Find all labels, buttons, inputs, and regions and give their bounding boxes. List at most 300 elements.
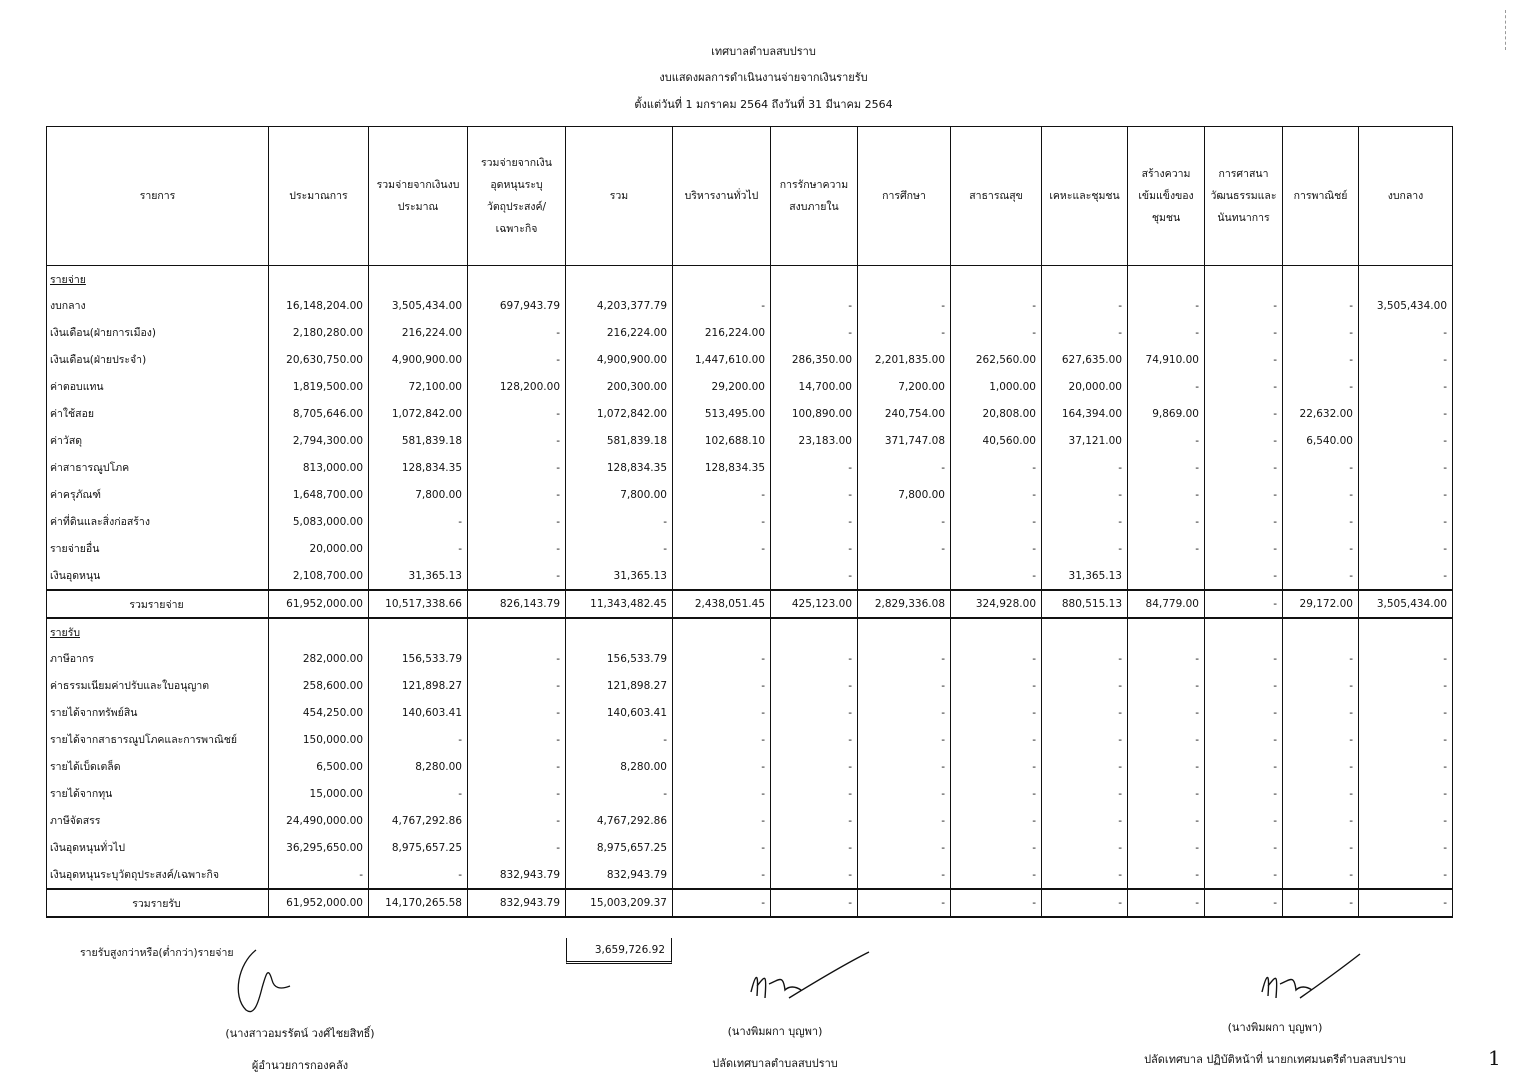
value-cell: 9,869.00 [1128, 400, 1205, 427]
value-cell: - [1359, 535, 1453, 562]
value-cell: - [1128, 481, 1205, 508]
value-cell: - [951, 562, 1042, 590]
value-cell: - [951, 454, 1042, 481]
value-cell: - [951, 672, 1042, 699]
income-total-row [47, 889, 1453, 917]
value-cell: - [673, 780, 771, 807]
value-cell: - [1283, 535, 1359, 562]
value-cell: 240,754.00 [858, 400, 951, 427]
value-cell: - [1042, 834, 1128, 861]
value-cell: 627,635.00 [1042, 346, 1128, 373]
value-cell: 36,295,650.00 [269, 834, 369, 861]
value-cell: - [468, 699, 566, 726]
empty-cell [858, 266, 951, 293]
col-header-total: รวม [566, 127, 673, 266]
row-label: รายได้จากสาธารณูปโภคและการพาณิชย์ [47, 726, 269, 753]
value-cell [673, 562, 771, 590]
value-cell: - [1283, 292, 1359, 319]
row-label: ค่าสาธารณูปโภค [47, 454, 269, 481]
value-cell: 15,000.00 [269, 780, 369, 807]
value-cell: 29,200.00 [673, 373, 771, 400]
empty-cell [1042, 618, 1128, 645]
value-cell: - [468, 319, 566, 346]
value-cell: - [1359, 753, 1453, 780]
value-cell: - [1128, 535, 1205, 562]
value-cell: - [771, 807, 858, 834]
income-row [47, 807, 1453, 834]
value-cell: 581,839.18 [369, 427, 468, 454]
value-cell: 140,603.41 [369, 699, 468, 726]
value-cell: 128,834.35 [673, 454, 771, 481]
value-cell: - [468, 535, 566, 562]
value-cell: 1,648,700.00 [269, 481, 369, 508]
value-cell: - [468, 672, 566, 699]
signer-name: (นางพิมผกา บุญพา) [727, 1025, 823, 1038]
value-cell: 61,952,000.00 [269, 889, 369, 917]
expense-row [47, 292, 1453, 319]
value-cell: - [1128, 427, 1205, 454]
value-cell: 2,108,700.00 [269, 562, 369, 590]
row-label: รายได้จากทุน [47, 780, 269, 807]
empty-cell [771, 618, 858, 645]
col-header-housing: เคหะและชุมชน [1042, 127, 1128, 266]
value-cell: - [566, 726, 673, 753]
value-cell: 4,900,900.00 [566, 346, 673, 373]
value-cell: 2,201,835.00 [858, 346, 951, 373]
value-cell: 216,224.00 [566, 319, 673, 346]
value-cell: - [1283, 672, 1359, 699]
value-cell: - [771, 562, 858, 590]
value-cell: 121,898.27 [369, 672, 468, 699]
row-label: งบกลาง [47, 292, 269, 319]
value-cell: - [951, 889, 1042, 917]
value-cell: - [858, 645, 951, 672]
empty-cell [566, 266, 673, 293]
row-label: รายจ่ายอื่น [47, 535, 269, 562]
value-cell: - [858, 319, 951, 346]
value-cell: - [1205, 427, 1283, 454]
empty-cell [951, 266, 1042, 293]
value-cell: 7,800.00 [858, 481, 951, 508]
empty-cell [1283, 266, 1359, 293]
value-cell: - [1283, 699, 1359, 726]
value-cell: - [951, 726, 1042, 753]
value-cell: - [951, 645, 1042, 672]
col-header-estimate: ประมาณการ [269, 127, 369, 266]
value-cell: 11,343,482.45 [566, 590, 673, 618]
value-cell: - [1205, 562, 1283, 590]
value-cell: 156,533.79 [566, 645, 673, 672]
expense-row [47, 508, 1453, 535]
empty-cell [1205, 266, 1283, 293]
value-cell: - [1359, 508, 1453, 535]
value-cell: - [951, 834, 1042, 861]
value-cell: 216,224.00 [369, 319, 468, 346]
col-header-public-order: การรักษาความสงบภายใน [771, 127, 858, 266]
value-cell: 282,000.00 [269, 645, 369, 672]
value-cell: - [673, 726, 771, 753]
value-cell: 2,829,336.08 [858, 590, 951, 618]
empty-cell [566, 618, 673, 645]
value-cell: 10,517,338.66 [369, 590, 468, 618]
value-cell: - [673, 834, 771, 861]
value-cell: - [468, 400, 566, 427]
value-cell: 128,200.00 [468, 373, 566, 400]
value-cell: 813,000.00 [269, 454, 369, 481]
value-cell: 128,834.35 [566, 454, 673, 481]
value-cell: - [1128, 780, 1205, 807]
row-label: เงินอุดหนุนระบุวัตถุประสงค์/เฉพาะกิจ [47, 861, 269, 889]
value-cell: - [1042, 319, 1128, 346]
value-cell: 3,505,434.00 [369, 292, 468, 319]
value-cell: 8,280.00 [566, 753, 673, 780]
value-cell: 697,943.79 [468, 292, 566, 319]
value-cell: 4,900,900.00 [369, 346, 468, 373]
value-cell: - [1205, 535, 1283, 562]
signature-block-finance [160, 1024, 440, 1074]
row-label: ค่าธรรมเนียมค่าปรับและใบอนุญาต [47, 672, 269, 699]
value-cell: - [1205, 373, 1283, 400]
income-row [47, 834, 1453, 861]
section-title: รายจ่าย [47, 266, 269, 293]
col-header-education: การศึกษา [858, 127, 951, 266]
value-cell: - [1283, 346, 1359, 373]
signer-position: ผู้อำนวยการกองคลัง [251, 1059, 349, 1072]
value-cell: 164,394.00 [1042, 400, 1128, 427]
value-cell: - [1042, 508, 1128, 535]
value-cell: - [1042, 889, 1128, 917]
value-cell: - [858, 807, 951, 834]
value-cell: - [858, 834, 951, 861]
empty-cell [468, 618, 566, 645]
value-cell: - [951, 481, 1042, 508]
value-cell: - [1359, 481, 1453, 508]
value-cell: - [468, 807, 566, 834]
empty-cell [369, 266, 468, 293]
value-cell: - [369, 535, 468, 562]
value-cell: 200,300.00 [566, 373, 673, 400]
income-row [47, 672, 1453, 699]
value-cell: - [771, 319, 858, 346]
signature-block-clerk [650, 1022, 900, 1072]
expense-row [47, 481, 1453, 508]
value-cell: - [858, 889, 951, 917]
row-label: เงินอุดหนุนทั่วไป [47, 834, 269, 861]
value-cell: 74,910.00 [1128, 346, 1205, 373]
value-cell: 1,072,842.00 [566, 400, 673, 427]
empty-cell [1359, 266, 1453, 293]
value-cell: - [1359, 672, 1453, 699]
value-cell: - [858, 726, 951, 753]
signature-block-mayor [1110, 1018, 1440, 1068]
value-cell [858, 562, 951, 590]
value-cell: - [468, 834, 566, 861]
col-header-budget-spend: รวมจ่ายจากเงินงบประมาณ [369, 127, 468, 266]
value-cell: - [468, 346, 566, 373]
value-cell: - [673, 861, 771, 889]
value-cell: 7,800.00 [566, 481, 673, 508]
value-cell: - [1359, 861, 1453, 889]
value-cell: - [468, 726, 566, 753]
value-cell: 16,148,204.00 [269, 292, 369, 319]
value-cell: - [771, 699, 858, 726]
signature-3-scribble [1256, 946, 1366, 1008]
value-cell: 1,000.00 [951, 373, 1042, 400]
value-cell: - [1205, 861, 1283, 889]
value-cell: - [1128, 508, 1205, 535]
value-cell: - [468, 645, 566, 672]
empty-cell [369, 618, 468, 645]
value-cell: - [1359, 780, 1453, 807]
value-cell: - [1359, 726, 1453, 753]
value-cell: - [468, 780, 566, 807]
value-cell: - [1283, 373, 1359, 400]
empty-cell [1205, 618, 1283, 645]
value-cell: - [1205, 699, 1283, 726]
value-cell: - [1205, 346, 1283, 373]
value-cell: 286,350.00 [771, 346, 858, 373]
value-cell: - [673, 292, 771, 319]
value-cell: - [858, 292, 951, 319]
section-row [47, 266, 1453, 293]
row-label: ค่าตอบแทน [47, 373, 269, 400]
value-cell: - [566, 508, 673, 535]
expense-row [47, 319, 1453, 346]
value-cell: 24,490,000.00 [269, 807, 369, 834]
value-cell: - [1128, 672, 1205, 699]
value-cell: - [1283, 753, 1359, 780]
value-cell: - [269, 861, 369, 889]
value-cell: - [468, 427, 566, 454]
value-cell: 150,000.00 [269, 726, 369, 753]
row-label: ค่าที่ดินและสิ่งก่อสร้าง [47, 508, 269, 535]
value-cell: - [1205, 319, 1283, 346]
report-title: งบแสดงผลการดำเนินงานจ่ายจากเงินรายรับ [659, 71, 868, 84]
value-cell: 3,505,434.00 [1359, 292, 1453, 319]
value-cell: 826,143.79 [468, 590, 566, 618]
value-cell: 4,767,292.86 [566, 807, 673, 834]
col-header-religion-culture: การศาสนาวัฒนธรรมและนันทนาการ [1205, 127, 1283, 266]
value-cell: - [1205, 292, 1283, 319]
row-label: ภาษีจัดสรร [47, 807, 269, 834]
report-period: ตั้งแต่วันที่ 1 มกราคม 2564 ถึงวันที่ 31 มีนาคม 2564 [634, 98, 893, 111]
value-cell: - [1283, 807, 1359, 834]
expense-total-row [47, 590, 1453, 618]
value-cell: - [1128, 834, 1205, 861]
value-cell: 880,515.13 [1042, 590, 1128, 618]
value-cell: 61,952,000.00 [269, 590, 369, 618]
value-cell: - [951, 508, 1042, 535]
value-cell: - [1359, 699, 1453, 726]
value-cell: - [1283, 645, 1359, 672]
value-cell: 513,495.00 [673, 400, 771, 427]
value-cell: - [771, 672, 858, 699]
value-cell: 4,203,377.79 [566, 292, 673, 319]
value-cell: - [369, 861, 468, 889]
value-cell: - [1283, 481, 1359, 508]
value-cell: 37,121.00 [1042, 427, 1128, 454]
value-cell: - [1042, 645, 1128, 672]
col-header-public-health: สาธารณสุข [951, 127, 1042, 266]
value-cell: - [673, 645, 771, 672]
value-cell: - [951, 780, 1042, 807]
value-cell: - [1283, 726, 1359, 753]
value-cell: - [951, 292, 1042, 319]
empty-cell [1042, 266, 1128, 293]
value-cell: 832,943.79 [566, 861, 673, 889]
value-cell: 425,123.00 [771, 590, 858, 618]
value-cell: 20,808.00 [951, 400, 1042, 427]
signer-name: (นางสาวอมรรัตน์ วงศ์ไชยสิทธิ์) [225, 1027, 375, 1040]
value-cell: - [771, 780, 858, 807]
empty-cell [1359, 618, 1453, 645]
empty-cell [468, 266, 566, 293]
value-cell: 20,000.00 [1042, 373, 1128, 400]
value-cell: 8,705,646.00 [269, 400, 369, 427]
value-cell: 2,794,300.00 [269, 427, 369, 454]
value-cell: - [1205, 645, 1283, 672]
signature-2-scribble [745, 946, 875, 1010]
value-cell: - [1205, 834, 1283, 861]
value-cell: 1,447,610.00 [673, 346, 771, 373]
difference-value: 3,659,726.92 [566, 938, 672, 964]
value-cell: 324,928.00 [951, 590, 1042, 618]
value-cell: - [468, 562, 566, 590]
signer-name: (นางพิมผกา บุญพา) [1227, 1021, 1323, 1034]
value-cell: - [858, 861, 951, 889]
value-cell: 29,172.00 [1283, 590, 1359, 618]
value-cell: - [1205, 753, 1283, 780]
value-cell: - [771, 454, 858, 481]
value-cell: - [1359, 346, 1453, 373]
income-row [47, 753, 1453, 780]
value-cell: - [951, 807, 1042, 834]
value-cell: - [673, 672, 771, 699]
value-cell: - [673, 535, 771, 562]
value-cell: - [673, 807, 771, 834]
value-cell: 20,000.00 [269, 535, 369, 562]
col-header-general-admin: บริหารงานทั่วไป [673, 127, 771, 266]
value-cell: - [771, 889, 858, 917]
value-cell: - [771, 753, 858, 780]
value-cell: - [858, 508, 951, 535]
value-cell: 15,003,209.37 [566, 889, 673, 917]
value-cell: - [771, 535, 858, 562]
value-cell: - [858, 753, 951, 780]
empty-cell [269, 618, 369, 645]
value-cell: - [1128, 373, 1205, 400]
expense-row [47, 400, 1453, 427]
value-cell: 128,834.35 [369, 454, 468, 481]
value-cell: - [771, 508, 858, 535]
income-row [47, 699, 1453, 726]
value-cell: - [1042, 726, 1128, 753]
income-row [47, 726, 1453, 753]
value-cell: - [771, 645, 858, 672]
value-cell: 1,819,500.00 [269, 373, 369, 400]
row-label: ค่าวัสดุ [47, 427, 269, 454]
value-cell: - [1359, 454, 1453, 481]
value-cell: - [858, 535, 951, 562]
value-cell: - [1042, 481, 1128, 508]
row-label: ภาษีอากร [47, 645, 269, 672]
value-cell: 2,180,280.00 [269, 319, 369, 346]
value-cell: 8,975,657.25 [566, 834, 673, 861]
income-row [47, 780, 1453, 807]
value-cell: - [1128, 753, 1205, 780]
value-cell: - [1283, 861, 1359, 889]
org-name: เทศบาลตำบลสบปราบ [711, 45, 816, 58]
value-cell: 23,183.00 [771, 427, 858, 454]
value-cell: - [468, 481, 566, 508]
value-cell: - [1128, 726, 1205, 753]
value-cell: - [1283, 834, 1359, 861]
value-cell: - [1283, 562, 1359, 590]
expense-row [47, 427, 1453, 454]
value-cell: - [1283, 454, 1359, 481]
value-cell: 84,779.00 [1128, 590, 1205, 618]
value-cell: - [1359, 645, 1453, 672]
value-cell: 72,100.00 [369, 373, 468, 400]
value-cell: - [1359, 562, 1453, 590]
empty-cell [771, 266, 858, 293]
value-cell: - [951, 535, 1042, 562]
row-label: เงินอุดหนุน [47, 562, 269, 590]
value-cell: - [468, 508, 566, 535]
value-cell: 31,365.13 [566, 562, 673, 590]
value-cell: 5,083,000.00 [269, 508, 369, 535]
value-cell: 102,688.10 [673, 427, 771, 454]
value-cell: - [1128, 292, 1205, 319]
value-cell: - [1283, 508, 1359, 535]
value-cell: - [771, 834, 858, 861]
value-cell: - [1128, 699, 1205, 726]
value-cell: 8,280.00 [369, 753, 468, 780]
expense-row [47, 373, 1453, 400]
empty-cell [1283, 618, 1359, 645]
row-label: เงินเดือน(ฝ่ายการเมือง) [47, 319, 269, 346]
value-cell: 156,533.79 [369, 645, 468, 672]
value-cell: - [858, 454, 951, 481]
value-cell: 371,747.08 [858, 427, 951, 454]
value-cell: - [1205, 780, 1283, 807]
row-label: รวมรายจ่าย [47, 590, 269, 618]
value-cell: - [673, 481, 771, 508]
value-cell: 6,540.00 [1283, 427, 1359, 454]
value-cell: - [1042, 780, 1128, 807]
row-label: รายได้จากทรัพย์สิน [47, 699, 269, 726]
value-cell: 581,839.18 [566, 427, 673, 454]
value-cell: - [1042, 699, 1128, 726]
empty-cell [1128, 266, 1205, 293]
value-cell: - [1205, 672, 1283, 699]
value-cell: - [1042, 807, 1128, 834]
value-cell: 121,898.27 [566, 672, 673, 699]
value-cell: - [1205, 454, 1283, 481]
value-cell: 8,975,657.25 [369, 834, 468, 861]
value-cell: - [1205, 807, 1283, 834]
value-cell [1128, 562, 1205, 590]
value-cell: 454,250.00 [269, 699, 369, 726]
section-row [47, 618, 1453, 645]
value-cell: - [1128, 889, 1205, 917]
value-cell: 100,890.00 [771, 400, 858, 427]
income-row [47, 861, 1453, 889]
value-cell: - [1359, 889, 1453, 917]
value-cell: - [1283, 780, 1359, 807]
value-cell: 31,365.13 [1042, 562, 1128, 590]
expense-row [47, 562, 1453, 590]
